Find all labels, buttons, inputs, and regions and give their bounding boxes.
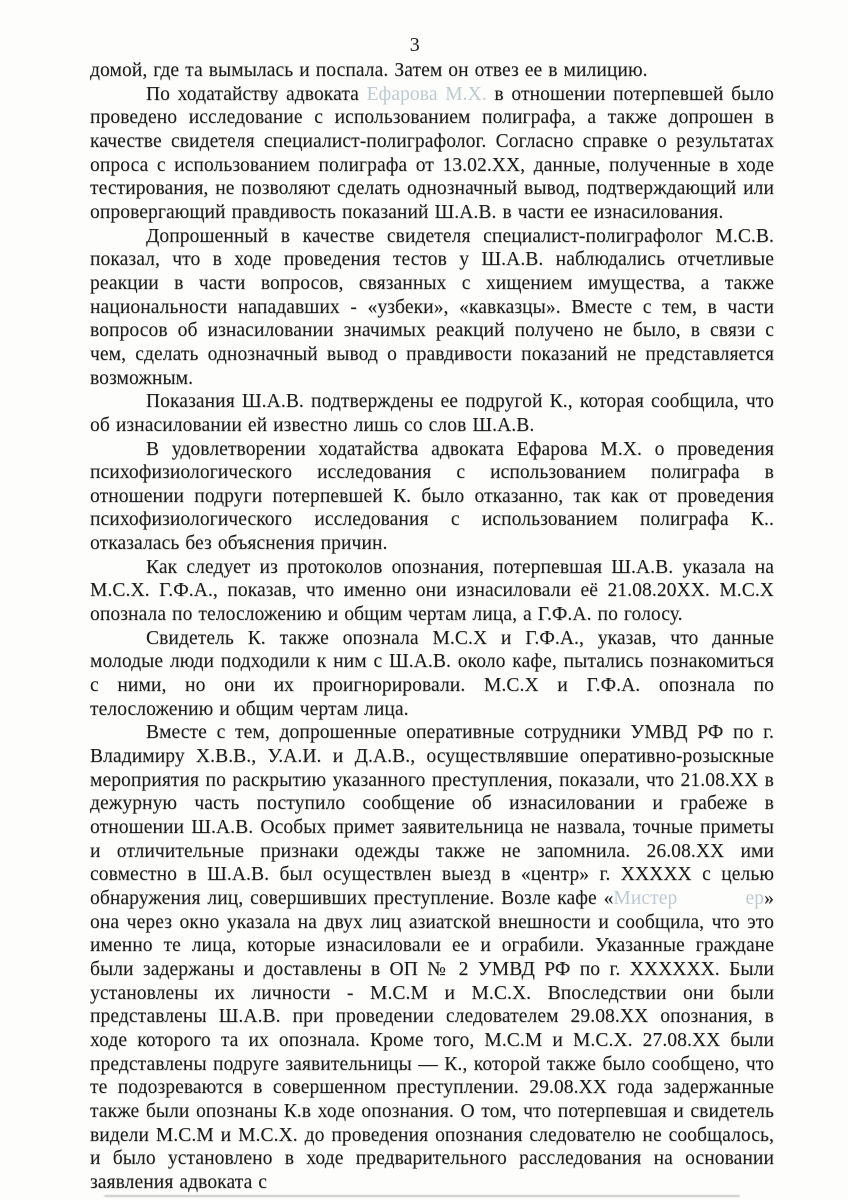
text-segment: Показания Ш.А.В. подтверждены ее подругой К., которая сообщила, что об изнасиловании ей известно лишь со слов Ш.А.В.	[90, 391, 774, 436]
text-segment: в отношении потерпевшей было проведено исследование с использованием полиграфа, а также допрошен в качестве свидетеля специалист-полиграфолог. Согласно справке о результатах опроса с использованием полиграфа от 13.02.ХХ, данные, полученные в ходе тестирования, не позволяют сделать однозначный вывод, подтверждающий или опровергающий правдивость показаний Ш.А.В. в части ее изнасилования.	[90, 83, 774, 223]
text-segment: » она через окно указала на двух лиц азиатской внешности и сообщила, что это именно те лица, которые изнасиловали ее и ограбили. Указанные граждане были задержаны и доставлены в ОП № 2 УМВД РФ по г. ХХХХХХ. Были установлены их личности - М.С.М и М.С.Х. Впоследствии они были представлены Ш.А.В. при проведении следователем 29.08.ХХ опознания, в ходе которого та их опознала. Кроме того, М.С.М и М.С.Х. 27.08.ХХ были представлены подруге заявительницы — К., которой также было сообщено, что те подозреваются в совершенном преступлении. 29.08.ХХ года задержанные также были опознаны К.в ходе опознания. О том, что потерпевшая и свидетель видели М.С.М и М.С.Х. до проведения опознания следователю не сообщалось, и было установлено в ходе предварительного расследования на основании заявления адвоката с	[90, 887, 774, 1193]
faded-text-segment: Мистер	[613, 887, 678, 909]
text-segment: домой, где та вымылась и поспала. Затем он отвез ее в милицию.	[90, 60, 648, 81]
document-body	[90, 59, 774, 1195]
paragraph	[90, 627, 774, 722]
text-segment: Допрошенный в качестве свидетеля специалист-полиграфолог М.С.В. показал, что в ходе проведения тестов у Ш.А.В. наблюдались отчетливые реакции в части вопросов, связанных с хищением имущества, а также национальности нападавших - «узбеки», «кавказцы». Вместе с тем, в части вопросов об изнасиловании значимых реакций получено не было, в связи с чем, сделать однозначный вывод о правдивости показаний не представляется возможным.	[90, 225, 774, 389]
paragraph	[90, 721, 774, 1194]
paragraph	[90, 225, 774, 391]
text-segment: Как следует из протоколов опознания, потерпевшая Ш.А.В. указала на М.С.Х. Г.Ф.А., показав, что именно они изнасиловали её 21.08.20ХХ. М.С.Х опознала по телосложению и общим чертам лица, а Г.Ф.А. по голосу.	[90, 556, 774, 626]
text-segment: Вместе с тем, допрошенные оперативные сотрудники УМВД РФ по г. Владимиру Х.В.В., У.А.И. и Д.А.В., осуществлявшие оперативно-розыскные мероприятия по раскрытию указанного преступления, показали, что 21.08.ХХ в дежурную часть поступило сообщение об изнасиловании и грабеже в отношении Ш.А.В. Особых примет заявительница не назвала, точные приметы и отличительные признаки одежды также не запомнила. 26.08.ХХ ими совместно в Ш.А.В. был осуществлен выезд в «центр» г. ХХХХХ с целью обнаружения лиц, совершивших преступление. Возле кафе «	[90, 722, 774, 909]
text-segment: По ходатайству адвоката	[146, 83, 367, 105]
faded-text-segment	[677, 888, 745, 909]
paragraph	[90, 59, 774, 83]
paragraph	[90, 390, 774, 437]
paragraph	[90, 83, 774, 225]
page-number: 3	[409, 34, 421, 56]
text-segment: В удовлетворении ходатайства адвоката Ефарова М.Х. о проведения психофизиологического исследования с использованием полиграфа в отношении подруги потерпевшей К. было отказанно, так как от проведения психофизиологического исследования с использованием полиграфа К.. отказалась без объяснения причин.	[90, 438, 774, 555]
paragraph	[90, 438, 774, 556]
faded-text-segment: Ефарова М.Х.	[366, 83, 487, 105]
scan-edge-artifact	[104, 1195, 740, 1197]
faded-text-segment: ер	[745, 887, 765, 909]
text-segment: Свидетель К. также опознала М.С.Х и Г.Ф.А., указав, что данные молодые люди подходили к ним с Ш.А.В. около кафе, пытались познакомиться с ними, но они их проигнорировали. М.С.Х и Г.Ф.А. опознала по телосложению и общим чертам лица.	[90, 627, 774, 720]
paragraph	[90, 556, 774, 627]
